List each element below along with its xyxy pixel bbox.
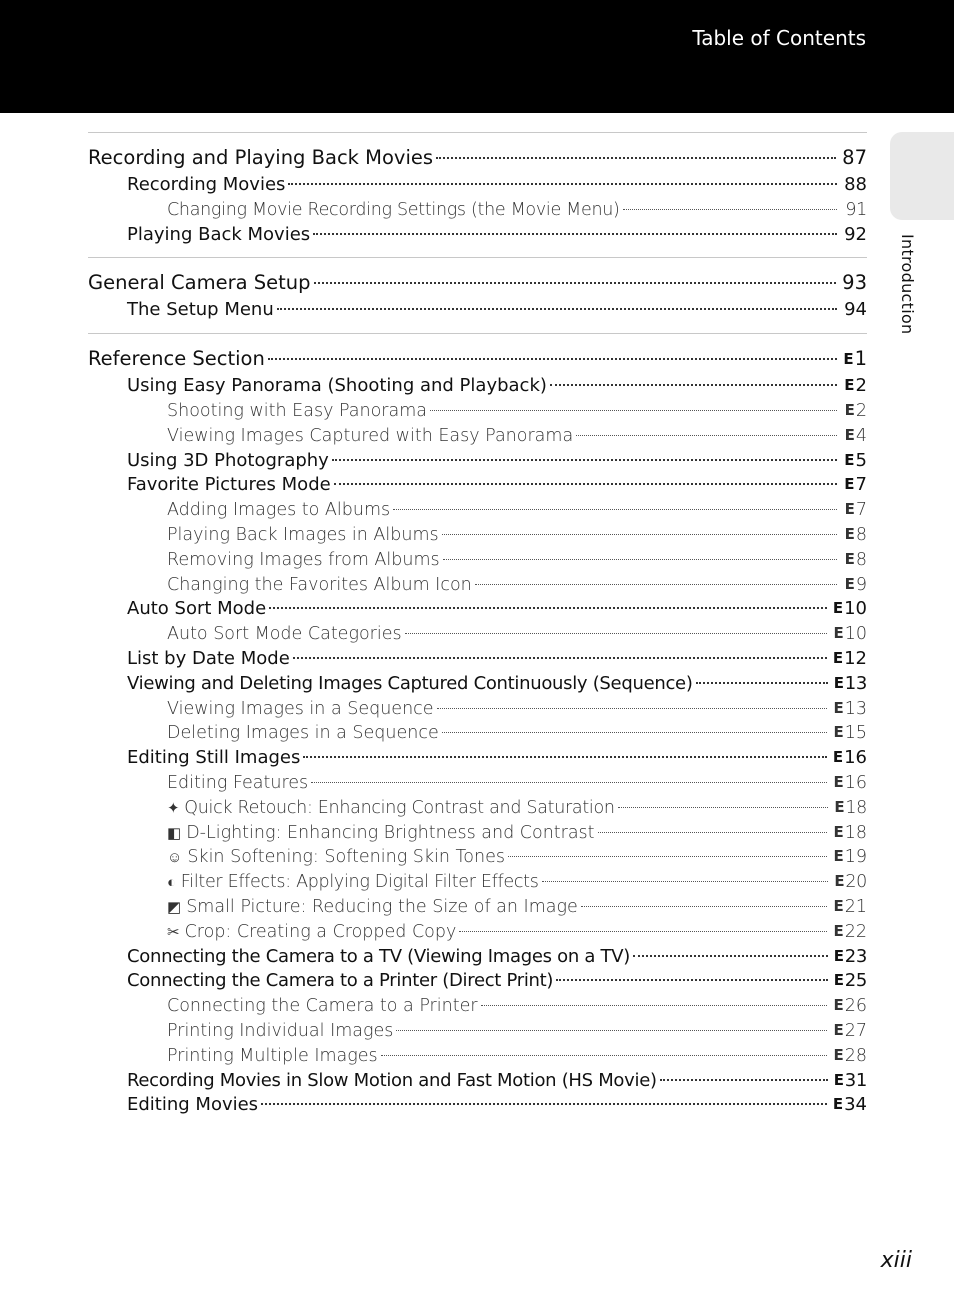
toc-page-number (833, 1093, 867, 1118)
page-number-text: 13 (844, 698, 867, 719)
toc-entry-title (127, 945, 630, 970)
toc-entry-text: Favorite Pictures Mode (127, 474, 331, 496)
toc-entry-text: Recording and Playing Back Movies (88, 146, 434, 169)
toc-section-entry[interactable] (88, 1069, 867, 1094)
toc-entry-title (167, 1044, 378, 1069)
toc-page-number (842, 268, 867, 298)
toc-section-entry[interactable] (88, 449, 867, 474)
toc-entry-text: Auto Sort Mode Categories (167, 624, 402, 645)
toc-entry-text: Playing Back Images in Albums (167, 524, 439, 545)
toc-entry-title (127, 374, 547, 399)
toc-page-number (843, 473, 867, 498)
reference-section-icon: E (833, 1045, 844, 1064)
page-number-text: 7 (855, 474, 867, 496)
section-side-tab (890, 132, 954, 220)
toc-page-number (843, 424, 867, 449)
reference-section-icon: E (833, 723, 844, 742)
toc-entry-title (127, 473, 331, 498)
page-number-text: 2 (855, 400, 867, 421)
toc-entry-text: Connecting the Camera to a Printer (Direct Print) (127, 970, 554, 992)
toc-entry-text: General Camera Setup (88, 271, 311, 295)
toc-page-number (843, 573, 867, 598)
toc-page-number (833, 771, 867, 796)
toc-section-entry[interactable] (88, 746, 867, 771)
toc-section-entry[interactable] (88, 647, 867, 672)
page-number-text: 16 (844, 772, 867, 793)
toc-page-number (843, 173, 867, 198)
toc-section-entry[interactable] (88, 298, 867, 323)
reference-section-icon: E (844, 524, 855, 543)
page-number-text: 92 (844, 223, 867, 245)
dot-leader (314, 281, 837, 284)
toc-subsection-entry[interactable] (88, 920, 867, 945)
toc-page-number (833, 721, 867, 746)
toc-subsection-entry[interactable] (88, 870, 867, 895)
dot-leader (442, 731, 828, 733)
toc-entry-text: Playing Back Movies (127, 223, 311, 245)
page-number-text: 10 (844, 598, 867, 620)
toc-entry-text: D-Lighting: Enhancing Brightness and Contrast (186, 822, 595, 843)
running-header-title: Table of Contents (692, 26, 866, 50)
toc-entry-title (167, 573, 472, 598)
toc-entry-text: Adding Images to Albums (167, 500, 391, 521)
toc-subsection-entry[interactable] (88, 821, 867, 846)
dot-leader (393, 508, 837, 510)
dot-leader (633, 954, 828, 957)
toc-entry-text: List by Date Mode (127, 647, 290, 669)
toc-section-entry[interactable] (88, 1093, 867, 1118)
toc-page-number (833, 746, 867, 771)
dot-leader (293, 656, 827, 659)
toc-page-number (833, 697, 867, 722)
toc-entry-title (127, 597, 266, 622)
toc-subsection-entry[interactable] (88, 697, 867, 722)
toc-entry-text: Using 3D Photography (127, 449, 329, 471)
reference-section-icon: E (833, 896, 844, 915)
dot-leader (618, 806, 829, 808)
dot-leader (581, 905, 828, 907)
toc-page-number (843, 198, 867, 223)
page-number-text: 93 (842, 271, 867, 295)
toc-subsection-entry[interactable] (88, 424, 867, 449)
dot-leader (442, 533, 837, 535)
dot-leader (334, 482, 837, 485)
dot-leader (405, 632, 828, 634)
toc-entry-text: Recording Movies in Slow Motion and Fast Motion (HS Movie) (127, 1069, 657, 1091)
dot-leader (623, 208, 837, 210)
toc-section-entry[interactable] (88, 597, 867, 622)
toc-subsection-entry[interactable] (88, 1019, 867, 1044)
toc-entry-text: Removing Images from Albums (167, 549, 440, 570)
dot-leader (277, 307, 837, 310)
dot-leader (576, 434, 837, 436)
dot-leader (311, 781, 827, 783)
toc-page-number (834, 969, 867, 994)
dot-leader (459, 930, 827, 932)
toc-page-number (834, 870, 867, 895)
page-number-text: 34 (844, 1094, 867, 1116)
toc-entry-title (167, 994, 478, 1019)
toc-entry-title (167, 548, 440, 573)
toc-page-number (834, 672, 867, 697)
toc-entry-title (167, 498, 390, 523)
reference-section-icon: E (844, 376, 855, 395)
dot-leader (598, 831, 828, 833)
filter-effects-icon: ◐ (167, 873, 176, 892)
page-number-text: 91 (845, 199, 867, 220)
toc-chapter-entry[interactable] (88, 268, 867, 298)
toc-page-number (833, 1044, 867, 1069)
page-number-text: 8 (855, 524, 867, 545)
toc-entry-text: Viewing Images Captured with Easy Panorama (167, 425, 574, 446)
dot-leader (550, 383, 837, 386)
page-number-text: 87 (842, 146, 867, 169)
toc-entry-title (167, 845, 505, 870)
reference-section-icon: E (833, 971, 844, 990)
dot-leader (269, 606, 827, 609)
reference-section-icon: E (844, 500, 855, 519)
page-number-text: 4 (855, 425, 867, 446)
dot-leader (475, 583, 837, 585)
dot-leader (430, 409, 837, 411)
toc-entry-title (167, 1019, 393, 1044)
reference-section-icon: E (833, 921, 844, 940)
toc-entry-text: Skin Softening: Softening Skin Tones (187, 847, 505, 868)
toc-subsection-entry[interactable] (88, 198, 867, 223)
toc-page-number (843, 449, 867, 474)
dot-leader (443, 558, 837, 560)
toc-entry-title (167, 424, 573, 449)
toc-entry-title (167, 622, 402, 647)
toc-entry-title (167, 895, 578, 920)
page-number-text: 2 (855, 375, 867, 397)
reference-section-icon: E (833, 772, 844, 791)
toc-entry-text: Reference Section (88, 347, 265, 371)
dot-leader (288, 182, 837, 185)
page-number-text: 16 (844, 747, 867, 769)
toc-entry-text: Deleting Images in a Sequence (167, 723, 439, 744)
toc-page-number (843, 548, 867, 573)
toc-subsection-entry[interactable] (88, 548, 867, 573)
toc-page-number (834, 945, 867, 970)
toc-page-number (843, 374, 867, 399)
reference-section-icon: E (844, 400, 855, 419)
page-number-text: 28 (844, 1045, 867, 1066)
page-number-text: 31 (844, 1069, 867, 1091)
toc-entry-title (127, 672, 693, 697)
toc-page-number (833, 622, 867, 647)
page-number-text: 94 (844, 299, 867, 321)
toc-section (88, 333, 867, 1128)
toc-page-number (843, 344, 867, 375)
toc-page-number (833, 895, 867, 920)
dot-leader (396, 1029, 827, 1031)
table-of-contents (88, 132, 867, 1128)
toc-entry-title (127, 969, 553, 994)
page-number: xiii (880, 1248, 912, 1273)
reference-section-icon: E (844, 574, 855, 593)
page-number-text: 15 (844, 723, 867, 744)
reference-section-icon: E (832, 748, 844, 767)
toc-entry-text: Viewing and Deleting Images Captured Continuously (Sequence) (127, 672, 693, 694)
page-number-text: 1 (854, 347, 867, 371)
toc-page-number (833, 920, 867, 945)
reference-section-icon: E (833, 822, 844, 841)
toc-subsection-entry[interactable] (88, 1044, 867, 1069)
reference-section-icon: E (843, 350, 854, 369)
toc-entry-title (88, 268, 311, 298)
page-number-text: 10 (844, 624, 867, 645)
page-number-text: 8 (855, 549, 867, 570)
skin-softening-icon: ☺ (167, 848, 183, 867)
toc-section-entry[interactable] (88, 473, 867, 498)
reference-section-icon: E (833, 1020, 844, 1039)
side-tab-label: Introduction (898, 234, 917, 335)
toc-entry-text: Small Picture: Reducing the Size of an Image (186, 896, 578, 917)
toc-page-number (843, 523, 867, 548)
dot-leader (303, 755, 826, 758)
toc-entry-title (88, 344, 265, 374)
toc-entry-text: Printing Multiple Images (167, 1045, 378, 1066)
toc-section-entry[interactable] (88, 374, 867, 399)
reference-section-icon: E (844, 425, 855, 444)
toc-entry-text: Filter Effects: Applying Digital Filter Effects (180, 872, 539, 893)
dot-leader (508, 855, 828, 857)
toc-page-number (833, 845, 867, 870)
page-number-text: 88 (844, 174, 867, 195)
toc-entry-text: Shooting with Easy Panorama (167, 400, 427, 421)
toc-entry-title (167, 721, 439, 746)
reference-section-icon: E (834, 872, 845, 891)
toc-entry-title (167, 821, 595, 846)
toc-entry-text: Connecting the Camera to a TV (Viewing Images on a TV) (127, 945, 630, 967)
toc-entry-title (127, 449, 329, 474)
toc-entry-title (127, 647, 290, 672)
reference-section-icon: E (844, 475, 855, 494)
toc-page-number (843, 498, 867, 523)
toc-page-number (843, 298, 867, 323)
toc-subsection-entry[interactable] (88, 994, 867, 1019)
toc-entry-title (127, 173, 285, 198)
toc-page-number (833, 597, 867, 622)
dot-leader (261, 1102, 827, 1105)
toc-entry-title (167, 870, 539, 895)
toc-entry-title (167, 523, 439, 548)
dot-leader (313, 232, 837, 235)
toc-subsection-entry[interactable] (88, 399, 867, 424)
toc-entry-title (167, 796, 615, 821)
toc-entry-title (167, 198, 620, 223)
page-number-text: 27 (844, 1020, 867, 1041)
toc-page-number (833, 647, 867, 672)
toc-entry-text: Editing Still Images (127, 747, 301, 769)
toc-entry-text: Recording Movies (127, 174, 286, 195)
toc-entry-text: Changing Movie Recording Settings (the Movie Menu) (167, 199, 620, 220)
toc-entry-text: Viewing Images in a Sequence (167, 698, 434, 719)
reference-section-icon: E (832, 599, 844, 618)
reference-section-icon: E (833, 1070, 844, 1089)
toc-entry-title (127, 298, 274, 323)
toc-entry-title (127, 1093, 258, 1118)
toc-subsection-entry[interactable] (88, 895, 867, 920)
header-bar (0, 0, 954, 113)
page-number-text: 25 (844, 970, 867, 992)
toc-entry-text: Using Easy Panorama (Shooting and Playback) (127, 375, 547, 397)
toc-entry-text: Printing Individual Images (167, 1020, 394, 1041)
d-lighting-icon: ◧ (167, 823, 182, 842)
reference-section-icon: E (832, 648, 844, 667)
toc-chapter-entry[interactable] (88, 143, 867, 173)
toc-page-number (833, 994, 867, 1019)
toc-page-number (843, 399, 867, 424)
toc-entry-text: Editing Features (167, 772, 309, 793)
toc-entry-text: The Setup Menu (127, 299, 274, 321)
reference-section-icon: E (844, 549, 855, 568)
page-number-text: 7 (855, 500, 867, 521)
toc-page-number (842, 143, 867, 173)
dot-leader (332, 458, 837, 461)
toc-page-number (834, 1069, 867, 1094)
toc-subsection-entry[interactable] (88, 771, 867, 796)
quick-retouch-icon: ✦ (167, 798, 180, 817)
page-number-text: 21 (844, 896, 867, 917)
small-picture-icon: ◩ (167, 897, 182, 916)
reference-section-icon: E (833, 698, 844, 717)
toc-entry-title (167, 399, 427, 424)
page-number-text: 18 (845, 797, 867, 818)
dot-leader (556, 978, 828, 981)
toc-entry-title (88, 143, 433, 173)
page-number-text: 13 (844, 672, 867, 694)
toc-page-number (843, 223, 867, 248)
toc-section-entry[interactable] (88, 945, 867, 970)
toc-section (88, 257, 867, 333)
page-number-text: 20 (845, 872, 867, 893)
toc-entry-text: Editing Movies (127, 1094, 259, 1116)
toc-section-entry[interactable] (88, 672, 867, 697)
toc-subsection-entry[interactable] (88, 573, 867, 598)
toc-page-number (833, 821, 867, 846)
toc-subsection-entry[interactable] (88, 796, 867, 821)
dot-leader (660, 1078, 828, 1081)
toc-section-entry[interactable] (88, 173, 867, 198)
crop-icon: ✂ (167, 922, 180, 941)
toc-section (88, 132, 867, 257)
toc-entry-title (167, 771, 308, 796)
toc-entry-text: Auto Sort Mode (127, 598, 267, 620)
dot-leader (268, 357, 837, 360)
toc-subsection-entry[interactable] (88, 523, 867, 548)
reference-section-icon: E (833, 847, 844, 866)
toc-entry-text: Connecting the Camera to a Printer (167, 996, 478, 1017)
page-number-text: 23 (844, 945, 867, 967)
toc-subsection-entry[interactable] (88, 721, 867, 746)
dot-leader (436, 156, 836, 159)
toc-entry-title (127, 223, 310, 248)
toc-subsection-entry[interactable] (88, 622, 867, 647)
page-number-text: 22 (844, 921, 867, 942)
toc-entry-title (127, 1069, 657, 1094)
toc-page-number (834, 796, 867, 821)
page-number-text: 18 (844, 822, 867, 843)
toc-entry-text: Changing the Favorites Album Icon (167, 574, 472, 595)
toc-entry-text: Crop: Creating a Cropped Copy (184, 921, 457, 942)
dot-leader (437, 707, 828, 709)
reference-section-icon: E (833, 624, 844, 643)
dot-leader (381, 1054, 828, 1056)
reference-section-icon: E (834, 797, 845, 816)
toc-subsection-entry[interactable] (88, 845, 867, 870)
toc-page-number (833, 1019, 867, 1044)
dot-leader (696, 681, 828, 684)
dot-leader (542, 880, 829, 882)
toc-entry-title (167, 920, 456, 945)
page-number-text: 5 (855, 449, 867, 471)
page-number-text: 26 (844, 996, 867, 1017)
dot-leader (481, 1004, 828, 1006)
toc-subsection-entry[interactable] (88, 498, 867, 523)
toc-entry-title (127, 746, 300, 771)
toc-entry-text: Quick Retouch: Enhancing Contrast and Saturation (184, 797, 615, 818)
page-number-text: 9 (855, 574, 867, 595)
page-number-text: 19 (844, 847, 867, 868)
reference-section-icon: E (833, 673, 844, 692)
toc-chapter-entry[interactable] (88, 344, 867, 374)
reference-section-icon: E (833, 996, 844, 1015)
page-number-text: 12 (844, 647, 867, 669)
toc-section-entry[interactable] (88, 969, 867, 994)
toc-entry-title (167, 697, 434, 722)
reference-section-icon: E (833, 946, 844, 965)
reference-section-icon: E (844, 450, 855, 469)
reference-section-icon: E (832, 1095, 844, 1114)
toc-section-entry[interactable] (88, 223, 867, 248)
